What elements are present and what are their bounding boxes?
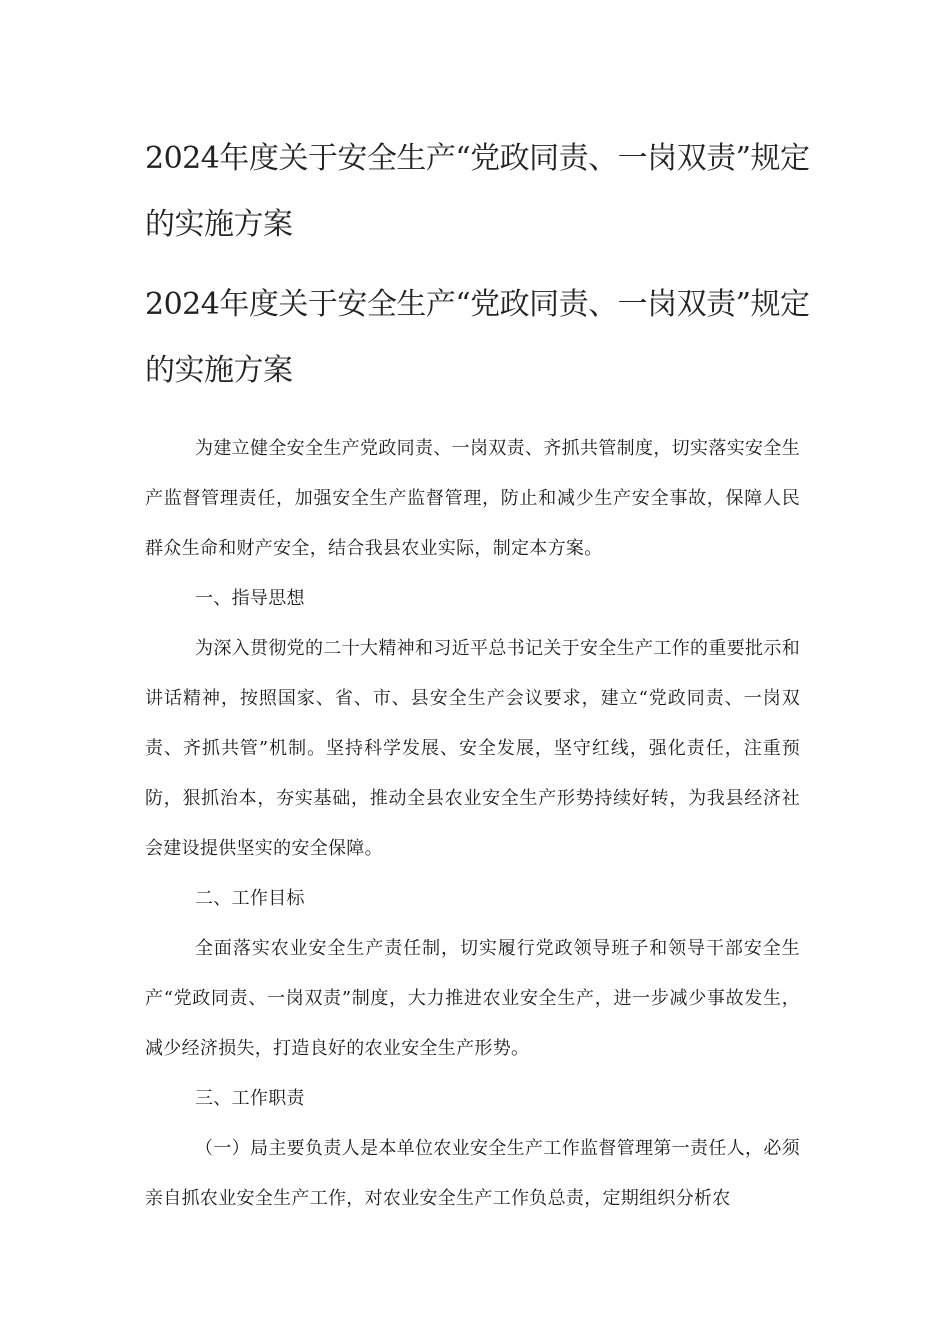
section-paragraph-guiding-ideology: 为深入贯彻党的二十大精神和习近平总书记关于安全生产工作的重要批示和讲话精神，按照国家、省、市、县安全生产会议要求，建立“党政同责、一岗双责、齐抓共管”机制。坚持科学发展、安全发展，坚守红线，强化责任，注重预防，狠抓治本，夯实基础，推动全县农业安全生产形势持续好转，为我县经济社会建设提供坚实的安全保障。 [145,638,800,859]
section-heading-work-duties: 三、工作职责 [195,1088,305,1109]
document-title-repeat: 2024年度关于安全生产“党政同责、一岗双责”规定的实施方案 [145,287,810,388]
section-paragraph-work-goals: 全面落实农业安全生产责任制，切实履行党政领导班子和领导干部安全生产“党政同责、一岗双责”制度，大力推进农业安全生产，进一步减少事故发生，减少经济损失，打造良好的农业安全生产形势。 [145,938,800,1059]
section-heading-work-goals: 二、工作目标 [195,888,305,909]
intro-paragraph: 为建立健全安全生产党政同责、一岗双责、齐抓共管制度，切实落实安全生产监督管理责任，加强安全生产监督管理，防止和减少生产安全事故，保障人民群众生命和财产安全，结合我县农业实际，制定本方案。 [145,438,800,559]
document-title: 2024年度关于安全生产“党政同责、一岗双责”规定的实施方案 [145,141,810,242]
section-paragraph-duty-item-1: （一）局主要负责人是本单位农业安全生产工作监督管理第一责任人，必须亲自抓农业安全生产工作，对农业安全生产工作负总责，定期组织分析农 [145,1138,800,1209]
section-heading-guiding-ideology: 一、指导思想 [195,588,305,609]
document-body [145,424,800,1224]
